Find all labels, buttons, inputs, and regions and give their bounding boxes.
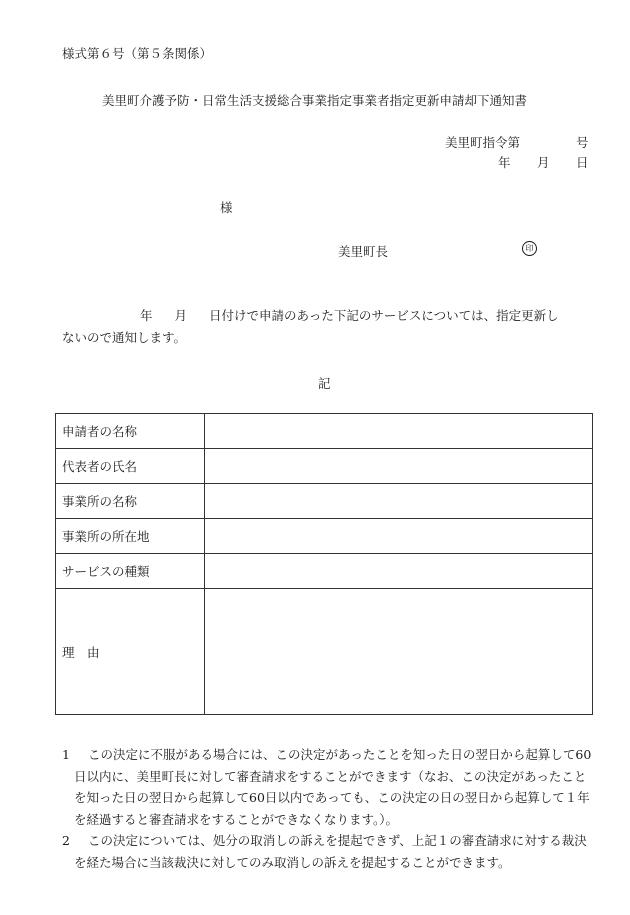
body-month: 月 xyxy=(174,308,188,323)
body-text1: 日付けで申請のあった下記のサービスについては、指定更新し xyxy=(209,308,559,323)
seal-mark: 印 xyxy=(522,241,537,256)
date-year: 年 xyxy=(498,155,511,170)
row-value-office-address[interactable] xyxy=(205,519,593,554)
row-label-office-address: 事業所の所在地 xyxy=(56,519,205,554)
issuer-title: 美里町長 xyxy=(338,244,389,259)
row-value-service-type[interactable] xyxy=(205,554,593,589)
note-item xyxy=(62,744,597,830)
table-row xyxy=(56,519,593,554)
body-text-line2: ないので通知します。 xyxy=(62,330,187,345)
row-label-applicant-name: 申請者の名称 xyxy=(56,414,205,449)
row-label-representative-name: 代表者の氏名 xyxy=(56,449,205,484)
table-row xyxy=(56,554,593,589)
table-row xyxy=(56,484,593,519)
row-value-office-name[interactable] xyxy=(205,484,593,519)
order-number-suffix: 号 xyxy=(576,135,589,150)
document-title: 美里町介護予防・日常生活支援総合事業指定事業者指定更新申請却下通知書 xyxy=(102,93,528,108)
table-row xyxy=(56,414,593,449)
notes-section xyxy=(62,744,597,873)
body-year: 年 xyxy=(140,308,153,323)
info-table xyxy=(55,413,593,715)
table-row xyxy=(56,449,593,484)
note-number: 2 xyxy=(62,833,70,848)
order-number-label: 美里町指令第 xyxy=(445,135,521,150)
row-value-reason[interactable] xyxy=(205,589,593,715)
body-text-line1 xyxy=(140,306,559,324)
row-label-reason: 理 由 xyxy=(56,589,205,715)
note-text: この決定については、処分の取消しの訴えを提起できず、上記１の審査請求に対する裁決を経た場合に当該裁決に対してのみ取消しの訴えを提起することができます。 xyxy=(74,833,587,870)
row-label-office-name: 事業所の名称 xyxy=(56,484,205,519)
row-label-service-type: サービスの種類 xyxy=(56,554,205,589)
date-month: 月 xyxy=(537,155,550,170)
ki-heading: 記 xyxy=(318,376,331,391)
row-value-representative-name[interactable] xyxy=(205,449,593,484)
row-value-applicant-name[interactable] xyxy=(205,414,593,449)
table-row xyxy=(56,589,593,715)
note-text: この決定に不服がある場合には、この決定があったことを知った日の翌日から起算して60日以内に、美里町長に対して審査請求をすることができます（なお、この決定があったことを知った日の翌日から起算して60日以内であっても、この決定の日の翌日から起算して１年を経過すると審査請求をすることができなくなります。）。 xyxy=(74,747,592,827)
form-number: 様式第６号（第５条関係） xyxy=(62,46,213,61)
addressee-suffix: 様 xyxy=(220,200,233,215)
note-item xyxy=(62,830,597,873)
note-number: 1 xyxy=(62,747,70,762)
date-day: 日 xyxy=(576,155,589,170)
